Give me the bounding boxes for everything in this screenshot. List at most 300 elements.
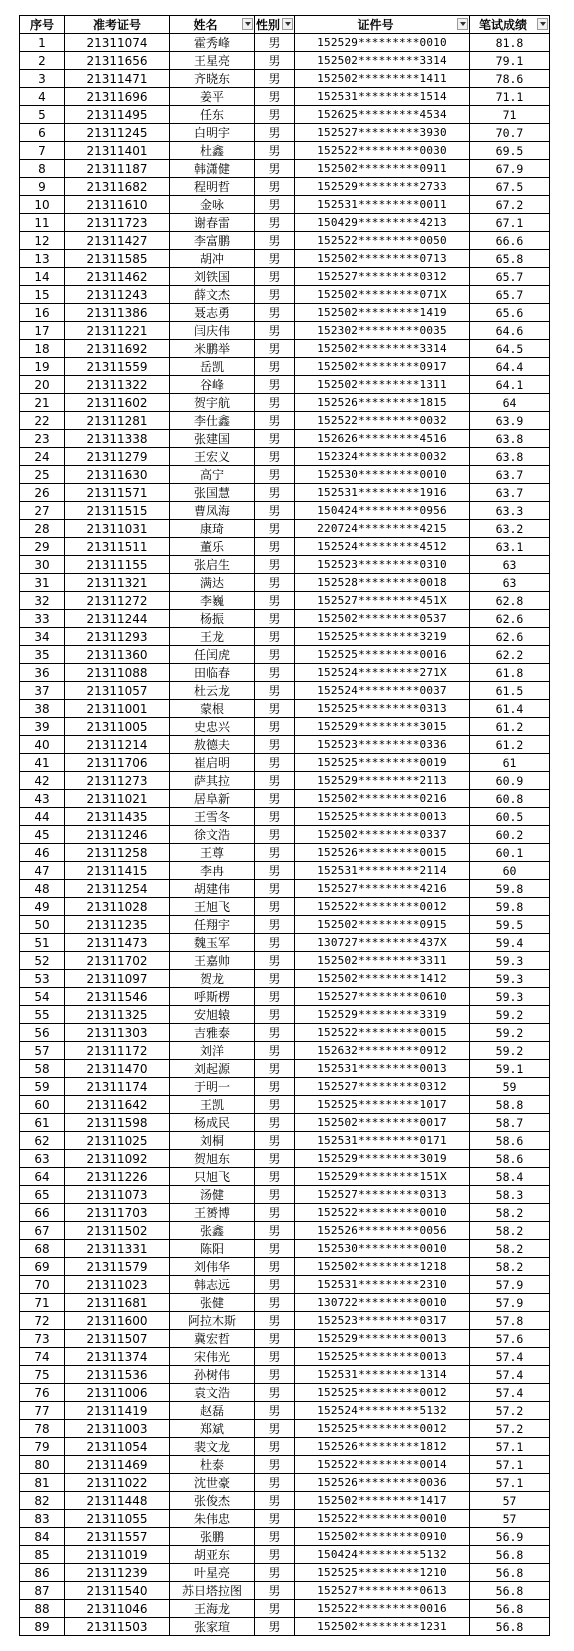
cell-score: 57.4 [470, 1366, 550, 1384]
cell-index: 24 [20, 448, 65, 466]
table-row [20, 826, 550, 844]
cell-name: 张国慧 [170, 484, 255, 502]
cell-name: 宋伟光 [170, 1348, 255, 1366]
cell-name: 白明宇 [170, 124, 255, 142]
cell-exam-id: 21311246 [65, 826, 170, 844]
cell-exam-id: 21311473 [65, 934, 170, 952]
cell-name: 韩志远 [170, 1276, 255, 1294]
cell-score: 57.6 [470, 1330, 550, 1348]
cell-exam-id: 21311054 [65, 1438, 170, 1456]
cell-exam-id: 21311073 [65, 1186, 170, 1204]
cell-id-number: 152502*********1412 [295, 970, 470, 988]
cell-exam-id: 21311325 [65, 1006, 170, 1024]
cell-score: 64.4 [470, 358, 550, 376]
cell-score: 65.8 [470, 250, 550, 268]
cell-id-number: 152523*********0310 [295, 556, 470, 574]
cell-exam-id: 21311272 [65, 592, 170, 610]
cell-exam-id: 21311279 [65, 448, 170, 466]
cell-name: 裴文龙 [170, 1438, 255, 1456]
cell-score: 63 [470, 574, 550, 592]
cell-score: 61.2 [470, 736, 550, 754]
cell-index: 13 [20, 250, 65, 268]
cell-gender: 男 [255, 1330, 295, 1348]
cell-exam-id: 21311682 [65, 178, 170, 196]
cell-name: 康琦 [170, 520, 255, 538]
table-row [20, 1492, 550, 1510]
cell-id-number: 152525*********0013 [295, 1348, 470, 1366]
cell-index: 5 [20, 106, 65, 124]
cell-score: 62.6 [470, 610, 550, 628]
table-row [20, 106, 550, 124]
cell-index: 84 [20, 1528, 65, 1546]
cell-name: 董乐 [170, 538, 255, 556]
cell-gender: 男 [255, 646, 295, 664]
cell-score: 63.2 [470, 520, 550, 538]
cell-score: 58.7 [470, 1114, 550, 1132]
table-row [20, 538, 550, 556]
cell-gender: 男 [255, 1474, 295, 1492]
cell-index: 2 [20, 52, 65, 70]
cell-gender: 男 [255, 322, 295, 340]
cell-name: 阿拉木斯 [170, 1312, 255, 1330]
cell-index: 17 [20, 322, 65, 340]
cell-score: 60.9 [470, 772, 550, 790]
table-row [20, 1564, 550, 1582]
table-row [20, 718, 550, 736]
cell-id-number: 152527*********0312 [295, 1078, 470, 1096]
table-row [20, 1330, 550, 1348]
cell-score: 56.9 [470, 1528, 550, 1546]
cell-name: 贺宇航 [170, 394, 255, 412]
cell-exam-id: 21311057 [65, 682, 170, 700]
cell-exam-id: 21311503 [65, 1618, 170, 1636]
cell-index: 38 [20, 700, 65, 718]
table-row [20, 70, 550, 88]
cell-name: 李仕鑫 [170, 412, 255, 430]
cell-gender: 男 [255, 196, 295, 214]
cell-id-number: 152502*********0537 [295, 610, 470, 628]
cell-name: 沈世豪 [170, 1474, 255, 1492]
cell-index: 37 [20, 682, 65, 700]
cell-name: 胡建伟 [170, 880, 255, 898]
cell-index: 9 [20, 178, 65, 196]
cell-score: 61.5 [470, 682, 550, 700]
cell-exam-id: 21311419 [65, 1402, 170, 1420]
cell-exam-id: 21311681 [65, 1294, 170, 1312]
table-row [20, 1276, 550, 1294]
cell-score: 57 [470, 1510, 550, 1528]
cell-exam-id: 21311540 [65, 1582, 170, 1600]
cell-gender: 男 [255, 610, 295, 628]
table-row [20, 1348, 550, 1366]
cell-name: 张启生 [170, 556, 255, 574]
cell-index: 27 [20, 502, 65, 520]
cell-id-number: 152523*********0317 [295, 1312, 470, 1330]
cell-index: 50 [20, 916, 65, 934]
cell-gender: 男 [255, 1366, 295, 1384]
cell-id-number: 152529*********151X [295, 1168, 470, 1186]
cell-exam-id: 21311536 [65, 1366, 170, 1384]
cell-exam-id: 21311338 [65, 430, 170, 448]
cell-exam-id: 21311239 [65, 1564, 170, 1582]
table-row [20, 502, 550, 520]
cell-index: 35 [20, 646, 65, 664]
table-row [20, 178, 550, 196]
cell-id-number: 152529*********3015 [295, 718, 470, 736]
table-row [20, 1618, 550, 1636]
cell-index: 7 [20, 142, 65, 160]
cell-gender: 男 [255, 538, 295, 556]
cell-exam-id: 21311557 [65, 1528, 170, 1546]
col-header-label: 笔试成绩 [478, 17, 527, 32]
cell-id-number: 152529*********0013 [295, 1330, 470, 1348]
cell-gender: 男 [255, 286, 295, 304]
cell-index: 89 [20, 1618, 65, 1636]
cell-exam-id: 21311303 [65, 1024, 170, 1042]
cell-exam-id: 21311546 [65, 988, 170, 1006]
cell-gender: 男 [255, 430, 295, 448]
cell-exam-id: 21311281 [65, 412, 170, 430]
table-row [20, 124, 550, 142]
table-row [20, 232, 550, 250]
cell-name: 曹凤海 [170, 502, 255, 520]
cell-gender: 男 [255, 934, 295, 952]
cell-name: 薛文杰 [170, 286, 255, 304]
cell-gender: 男 [255, 1204, 295, 1222]
cell-score: 62.8 [470, 592, 550, 610]
cell-id-number: 152502*********3314 [295, 340, 470, 358]
cell-gender: 男 [255, 1006, 295, 1024]
cell-exam-id: 21311021 [65, 790, 170, 808]
cell-gender: 男 [255, 754, 295, 772]
cell-exam-id: 21311293 [65, 628, 170, 646]
cell-id-number: 152502*********0216 [295, 790, 470, 808]
cell-gender: 男 [255, 1312, 295, 1330]
cell-exam-id: 21311174 [65, 1078, 170, 1096]
cell-gender: 男 [255, 34, 295, 52]
table-row [20, 664, 550, 682]
score-table [19, 15, 550, 1636]
cell-index: 36 [20, 664, 65, 682]
cell-name: 谢春雷 [170, 214, 255, 232]
cell-score: 63.7 [470, 466, 550, 484]
cell-exam-id: 21311028 [65, 898, 170, 916]
cell-exam-id: 21311031 [65, 520, 170, 538]
cell-exam-id: 21311243 [65, 286, 170, 304]
cell-name: 王雪冬 [170, 808, 255, 826]
table-row [20, 772, 550, 790]
cell-exam-id: 21311244 [65, 610, 170, 628]
cell-index: 76 [20, 1384, 65, 1402]
cell-index: 44 [20, 808, 65, 826]
cell-exam-id: 21311046 [65, 1600, 170, 1618]
cell-gender: 男 [255, 1582, 295, 1600]
cell-name: 王尊 [170, 844, 255, 862]
cell-gender: 男 [255, 520, 295, 538]
cell-score: 79.1 [470, 52, 550, 70]
cell-id-number: 150424*********0956 [295, 502, 470, 520]
cell-name: 刘铁国 [170, 268, 255, 286]
cell-id-number: 152525*********0016 [295, 646, 470, 664]
cell-index: 75 [20, 1366, 65, 1384]
cell-name: 王旭飞 [170, 898, 255, 916]
cell-index: 45 [20, 826, 65, 844]
cell-index: 81 [20, 1474, 65, 1492]
cell-index: 28 [20, 520, 65, 538]
cell-gender: 男 [255, 376, 295, 394]
cell-gender: 男 [255, 628, 295, 646]
table-row [20, 646, 550, 664]
col-header-label: 姓名 [193, 17, 218, 32]
cell-name: 张鑫 [170, 1222, 255, 1240]
cell-gender: 男 [255, 1600, 295, 1618]
cell-id-number: 152529*********3319 [295, 1006, 470, 1024]
cell-score: 64.6 [470, 322, 550, 340]
cell-id-number: 152531*********1514 [295, 88, 470, 106]
cell-score: 57.8 [470, 1312, 550, 1330]
cell-index: 29 [20, 538, 65, 556]
cell-index: 69 [20, 1258, 65, 1276]
cell-exam-id: 21311630 [65, 466, 170, 484]
cell-score: 59.2 [470, 1024, 550, 1042]
cell-index: 65 [20, 1186, 65, 1204]
cell-score: 62.2 [470, 646, 550, 664]
cell-gender: 男 [255, 1114, 295, 1132]
cell-exam-id: 21311245 [65, 124, 170, 142]
cell-score: 59.3 [470, 970, 550, 988]
cell-score: 60.8 [470, 790, 550, 808]
table-row [20, 376, 550, 394]
cell-name: 韩潇健 [170, 160, 255, 178]
cell-index: 71 [20, 1294, 65, 1312]
cell-id-number: 152502*********1231 [295, 1618, 470, 1636]
cell-exam-id: 21311055 [65, 1510, 170, 1528]
cell-name: 李冉 [170, 862, 255, 880]
cell-gender: 男 [255, 1078, 295, 1096]
filter-dropdown-icon[interactable] [282, 18, 293, 30]
cell-exam-id: 21311172 [65, 1042, 170, 1060]
table-row [20, 1042, 550, 1060]
cell-name: 任翔宇 [170, 916, 255, 934]
cell-gender: 男 [255, 808, 295, 826]
cell-name: 叶星亮 [170, 1564, 255, 1582]
cell-index: 59 [20, 1078, 65, 1096]
cell-id-number: 152527*********0613 [295, 1582, 470, 1600]
cell-gender: 男 [255, 1240, 295, 1258]
cell-exam-id: 21311470 [65, 1060, 170, 1078]
table-row [20, 1510, 550, 1528]
col-header-label: 准考证号 [92, 17, 141, 32]
cell-gender: 男 [255, 718, 295, 736]
cell-id-number: 152502*********0917 [295, 358, 470, 376]
cell-score: 64.1 [470, 376, 550, 394]
table-row [20, 1402, 550, 1420]
table-row [20, 610, 550, 628]
cell-gender: 男 [255, 556, 295, 574]
cell-exam-id: 21311023 [65, 1276, 170, 1294]
cell-gender: 男 [255, 1294, 295, 1312]
cell-index: 68 [20, 1240, 65, 1258]
table-row [20, 1456, 550, 1474]
table-row [20, 340, 550, 358]
cell-id-number: 152529*********2733 [295, 178, 470, 196]
table-row [20, 1024, 550, 1042]
cell-name: 刘洋 [170, 1042, 255, 1060]
table-row [20, 520, 550, 538]
table-row [20, 682, 550, 700]
cell-name: 齐晓东 [170, 70, 255, 88]
cell-score: 57.1 [470, 1456, 550, 1474]
cell-index: 64 [20, 1168, 65, 1186]
cell-id-number: 152524*********4512 [295, 538, 470, 556]
cell-score: 63.8 [470, 430, 550, 448]
filter-dropdown-icon[interactable] [537, 18, 548, 30]
cell-id-number: 152632*********0912 [295, 1042, 470, 1060]
table-row [20, 1222, 550, 1240]
cell-exam-id: 21311469 [65, 1456, 170, 1474]
cell-exam-id: 21311703 [65, 1204, 170, 1222]
cell-id-number: 152502*********0910 [295, 1528, 470, 1546]
cell-gender: 男 [255, 988, 295, 1006]
cell-exam-id: 21311610 [65, 196, 170, 214]
table-row [20, 142, 550, 160]
cell-name: 贺旭东 [170, 1150, 255, 1168]
table-row [20, 286, 550, 304]
cell-name: 呼斯楞 [170, 988, 255, 1006]
cell-name: 袁文浩 [170, 1384, 255, 1402]
cell-score: 58.8 [470, 1096, 550, 1114]
cell-score: 67.9 [470, 160, 550, 178]
cell-score: 56.8 [470, 1582, 550, 1600]
cell-score: 61 [470, 754, 550, 772]
cell-gender: 男 [255, 1042, 295, 1060]
table-row [20, 1384, 550, 1402]
cell-exam-id: 21311401 [65, 142, 170, 160]
cell-index: 46 [20, 844, 65, 862]
cell-id-number: 152522*********0014 [295, 1456, 470, 1474]
cell-gender: 男 [255, 358, 295, 376]
cell-name: 苏日塔拉图 [170, 1582, 255, 1600]
cell-id-number: 152502*********0911 [295, 160, 470, 178]
table-row [20, 574, 550, 592]
cell-exam-id: 21311602 [65, 394, 170, 412]
cell-id-number: 130722*********0010 [295, 1294, 470, 1312]
cell-index: 52 [20, 952, 65, 970]
cell-exam-id: 21311221 [65, 322, 170, 340]
cell-exam-id: 21311656 [65, 52, 170, 70]
cell-gender: 男 [255, 160, 295, 178]
cell-name: 王凯 [170, 1096, 255, 1114]
cell-index: 88 [20, 1600, 65, 1618]
table-row [20, 430, 550, 448]
table-row [20, 448, 550, 466]
table-row [20, 160, 550, 178]
col-header-gender [255, 16, 295, 34]
cell-index: 54 [20, 988, 65, 1006]
cell-name: 赵磊 [170, 1402, 255, 1420]
cell-name: 李富鹏 [170, 232, 255, 250]
cell-score: 59.2 [470, 1042, 550, 1060]
table-row [20, 736, 550, 754]
cell-name: 史忠兴 [170, 718, 255, 736]
cell-index: 11 [20, 214, 65, 232]
table-row [20, 1240, 550, 1258]
table-row [20, 358, 550, 376]
cell-score: 59 [470, 1078, 550, 1096]
cell-index: 18 [20, 340, 65, 358]
cell-gender: 男 [255, 214, 295, 232]
cell-name: 郑斌 [170, 1420, 255, 1438]
cell-name: 霍秀峰 [170, 34, 255, 52]
cell-id-number: 152302*********0035 [295, 322, 470, 340]
cell-name: 张俊杰 [170, 1492, 255, 1510]
col-header-name [170, 16, 255, 34]
cell-name: 谷峰 [170, 376, 255, 394]
cell-score: 56.8 [470, 1564, 550, 1582]
cell-score: 71.1 [470, 88, 550, 106]
cell-index: 62 [20, 1132, 65, 1150]
cell-gender: 男 [255, 1510, 295, 1528]
table-row [20, 1078, 550, 1096]
cell-score: 65.7 [470, 286, 550, 304]
table-row [20, 484, 550, 502]
cell-name: 程明哲 [170, 178, 255, 196]
cell-score: 67.1 [470, 214, 550, 232]
cell-gender: 男 [255, 1438, 295, 1456]
cell-id-number: 152524*********271X [295, 664, 470, 682]
cell-id-number: 152525*********1017 [295, 1096, 470, 1114]
table-row [20, 1060, 550, 1078]
table-row [20, 1150, 550, 1168]
table-row [20, 754, 550, 772]
cell-name: 王星亮 [170, 52, 255, 70]
filter-dropdown-icon[interactable] [242, 18, 253, 30]
cell-exam-id: 21311322 [65, 376, 170, 394]
cell-id-number: 152523*********0336 [295, 736, 470, 754]
cell-exam-id: 21311022 [65, 1474, 170, 1492]
cell-exam-id: 21311235 [65, 916, 170, 934]
cell-index: 33 [20, 610, 65, 628]
cell-exam-id: 21311331 [65, 1240, 170, 1258]
cell-id-number: 152525*********0313 [295, 700, 470, 718]
table-row [20, 1582, 550, 1600]
cell-name: 田临春 [170, 664, 255, 682]
cell-id-number: 152525*********0019 [295, 754, 470, 772]
filter-dropdown-icon[interactable] [457, 18, 468, 30]
cell-index: 12 [20, 232, 65, 250]
cell-score: 59.3 [470, 988, 550, 1006]
table-body [20, 34, 550, 1636]
cell-name: 聂志勇 [170, 304, 255, 322]
cell-index: 58 [20, 1060, 65, 1078]
cell-index: 39 [20, 718, 65, 736]
cell-id-number: 152502*********1411 [295, 70, 470, 88]
table-row [20, 1114, 550, 1132]
cell-exam-id: 21311254 [65, 880, 170, 898]
cell-score: 59.8 [470, 880, 550, 898]
table-row [20, 808, 550, 826]
cell-name: 汤健 [170, 1186, 255, 1204]
cell-score: 59.5 [470, 916, 550, 934]
cell-index: 85 [20, 1546, 65, 1564]
cell-id-number: 152525*********1210 [295, 1564, 470, 1582]
table-row [20, 1438, 550, 1456]
cell-score: 64 [470, 394, 550, 412]
cell-index: 3 [20, 70, 65, 88]
cell-name: 张鹏 [170, 1528, 255, 1546]
col-header-label: 证件号 [357, 17, 394, 32]
cell-index: 10 [20, 196, 65, 214]
